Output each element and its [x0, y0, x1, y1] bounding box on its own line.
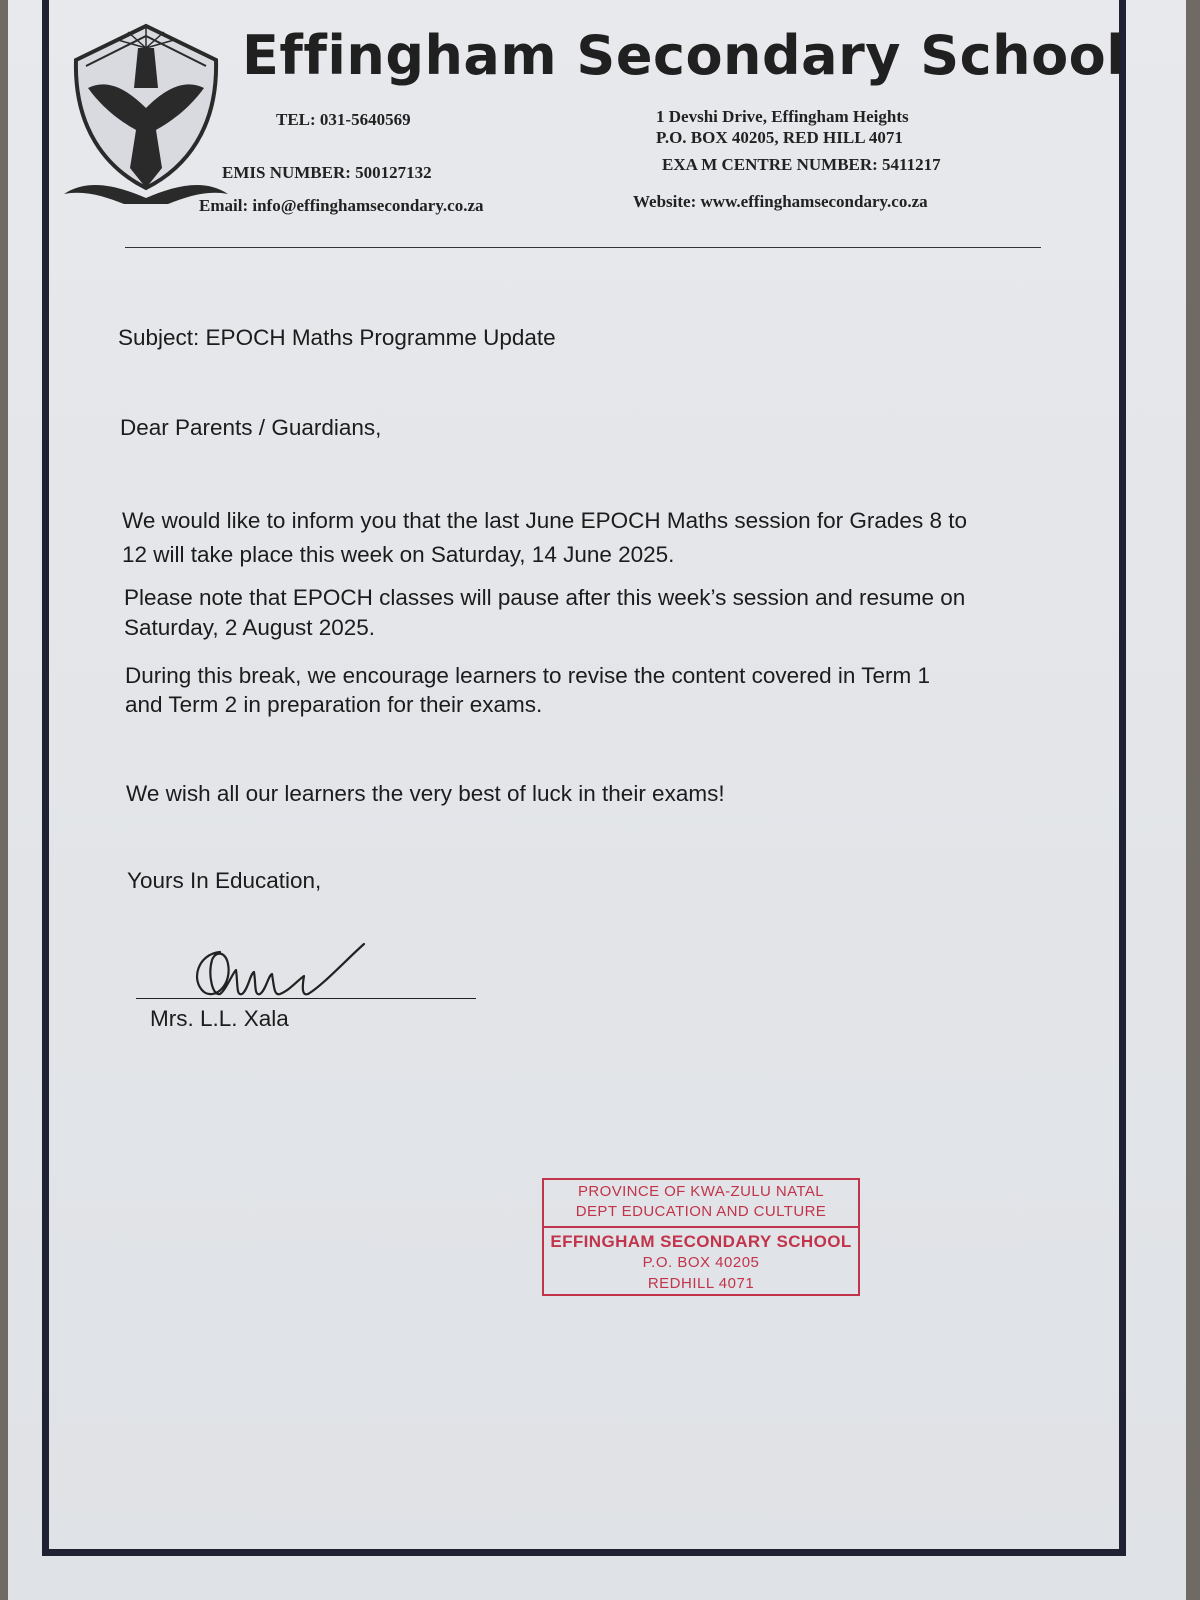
emis-number: EMIS NUMBER: 500127132 [222, 163, 432, 182]
signatory-name: Mrs. L.L. Xala [150, 1006, 289, 1031]
stamp-header [544, 1180, 858, 1228]
telephone: TEL: 031-5640569 [276, 110, 411, 129]
paragraph-3-line-2: and Term 2 in preparation for their exams. [125, 692, 543, 717]
paragraph-1-line-1: We would like to inform you that the last June EPOCH Maths session for Grades 8 to [122, 508, 967, 533]
school-name: Effingham Secondary School [242, 24, 1126, 87]
email: Email: info@effinghamsecondary.co.za [199, 196, 484, 215]
closing: Yours In Education, [127, 868, 322, 893]
salutation: Dear Parents / Guardians, [120, 415, 382, 440]
signature-line [136, 998, 476, 999]
stamp-department: DEPT EDUCATION AND CULTURE [575, 1203, 827, 1220]
paragraph-1-line-2: 12 will take place this week on Saturday, 14 June 2025. [122, 542, 675, 567]
stamp-town: REDHILL 4071 [647, 1275, 755, 1292]
stamp-school: EFFINGHAM SECONDARY SCHOOL [550, 1232, 852, 1251]
signature-icon [186, 940, 376, 1002]
subject-line: Subject: EPOCH Maths Programme Update [118, 325, 556, 350]
address-line-2: P.O. BOX 40205, RED HILL 4071 [656, 128, 903, 147]
website: Website: www.effinghamsecondary.co.za [633, 192, 928, 211]
header-divider [125, 247, 1041, 248]
stamp-po-box: P.O. BOX 40205 [642, 1254, 760, 1271]
paragraph-2-line-1: Please note that EPOCH classes will pause after this week’s session and resume on [124, 585, 966, 610]
exam-centre-number: EXA M CENTRE NUMBER: 5411217 [662, 155, 941, 174]
official-stamp [542, 1178, 860, 1296]
stamp-province: PROVINCE OF KWA-ZULU NATAL [578, 1183, 824, 1200]
paragraph-2-line-2: Saturday, 2 August 2025. [124, 615, 376, 640]
paragraph-3-line-1: During this break, we encourage learners to revise the content covered in Term 1 [125, 663, 931, 688]
well-wishes: We wish all our learners the very best of luck in their exams! [126, 781, 725, 806]
address-line-1: 1 Devshi Drive, Effingham Heights [656, 107, 909, 126]
letter-page [8, 0, 1186, 1600]
school-crest-icon [58, 18, 233, 208]
